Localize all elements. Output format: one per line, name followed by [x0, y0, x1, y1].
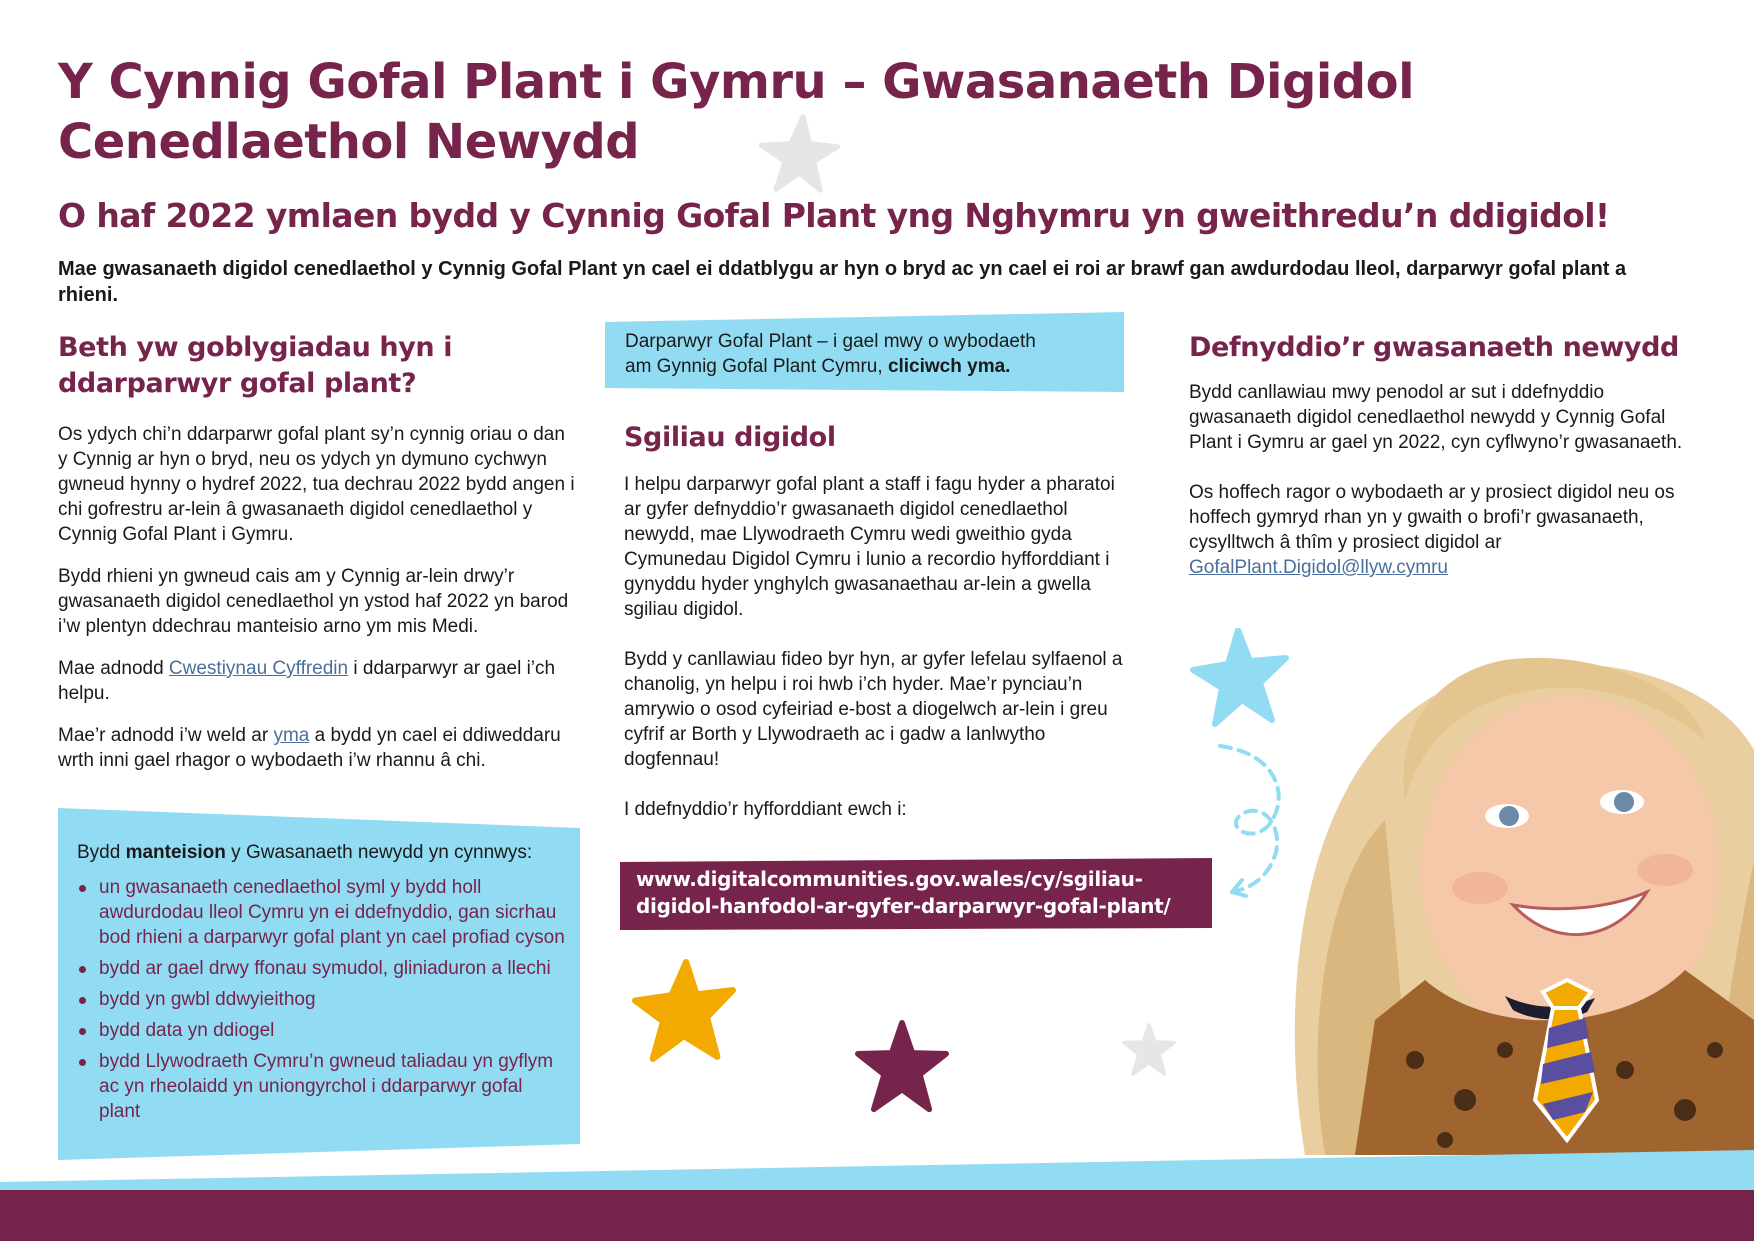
training-url-box [620, 858, 1211, 926]
middle-column [624, 420, 1134, 839]
benefits-box [58, 808, 580, 1156]
resource-link[interactable]: yma [273, 725, 310, 746]
middle-paragraph-2: Bydd y canllawiau fideo byr hyn, ar gyfer lefelau sylfaenol a chanolig, yn helpu i roi hwb i’ch hyder. Mae’r pynciau’n amrywio o osod cyfeiriad e-bost a diogelwch ar-lein i greu cyfrif ar Borth y Llywodraeth ac i gadw a lanlwytho dogfennau! [624, 649, 1123, 770]
callout-box [605, 318, 1124, 388]
right-heading: Defnyddio’r gwasanaeth newydd [1189, 332, 1679, 363]
middle-heading: Sgiliau digidol [624, 422, 836, 453]
left-paragraph-2: Bydd rhieni yn gwneud cais am y Cynnig ar-lein drwy’r gwasanaeth digidol cenedlaethol yn ystod haf 2022 yn barod i’w plentyn ddechrau manteisio arno ym mis Medi. [58, 566, 569, 637]
list-item: bydd yn gwbl ddwyieithog [77, 987, 567, 1012]
yellow-star-icon [632, 958, 736, 1064]
right-column [1189, 330, 1709, 580]
list-item: un gwasanaeth cenedlaethol syml y bydd holl awdurdodau lleol Cymru yn ei ddefnyddio, gan sicrhau bod rhieni a darparwyr gofal plant yn cael profiad cyson [77, 875, 567, 950]
middle-paragraph-3: I ddefnyddio’r hyfforddiant ewch i: [624, 799, 907, 820]
callout-line-1: Darparwyr Gofal Plant – i gael mwy o wybodaeth [625, 331, 1036, 352]
benefits-list [77, 875, 567, 1124]
right-paragraph-2: Os hoffech ragor o wybodaeth ar y prosiect digidol neu os hoffech gymryd rhan yn y gwaith o brofi’r gwasanaeth, cysylltwch â thîm y prosiect digidol ar [1189, 482, 1675, 553]
page-subtitle: O haf 2022 ymlaen bydd y Cynnig Gofal Plant yng Nghymru yn gweithredu’n ddigidol! [58, 196, 1610, 235]
left-paragraph-4: Mae’r adnodd i’w weld ar yma a bydd yn cael ei ddiweddaru wrth inni gael rhagor o wybodaeth i’w rhannu â chi. [58, 725, 561, 771]
training-url-link[interactable]: www.digitalcommunities.gov.wales/cy/sgiliau-digidol-hanfodol-ar-gyfer-darparwyr-gofal-plant/ [636, 867, 1171, 918]
right-paragraph-1: Bydd canllawiau mwy penodol ar sut i ddefnyddio gwasanaeth digidol cenedlaethol newydd y Cynnig Gofal Plant i Gymru ar gael yn 2022, cyn cyflwyno’r gwasanaeth. [1189, 382, 1683, 453]
list-item: bydd Llywodraeth Cymru’n gwneud taliadau yn gyflym ac yn rheolaidd yn uniongyrchol i ddarparwyr gofal plant [77, 1049, 567, 1124]
maroon-star-icon [850, 1020, 954, 1114]
grey-star-small-icon [1122, 1022, 1176, 1078]
click-here-link[interactable]: cliciwch yma. [887, 356, 1011, 377]
list-item: bydd ar gael drwy ffonau symudol, gliniaduron a llechi [77, 956, 567, 981]
footer-wave [0, 1150, 1754, 1241]
left-column [58, 330, 578, 790]
intro-text: Mae gwasanaeth digidol cenedlaethol y Cynnig Gofal Plant yn cael ei ddatblygu ar hyn o bryd ac yn cael ei roi ar brawf gan awdurdodau lleol, darparwyr gofal plant a rhieni. [58, 258, 1627, 306]
child-photo [1265, 620, 1754, 1155]
faq-link[interactable]: Cwestiynau Cyffredin [168, 658, 349, 679]
left-paragraph-3: Mae adnodd Cwestiynau Cyffredin i ddarparwyr ar gael i’ch helpu. [58, 658, 556, 704]
left-paragraph-1: Os ydych chi’n ddarparwr gofal plant sy’n cynnig oriau o dan y Cynnig ar hyn o bryd, neu os ydych yn dymuno cychwyn gwneud hynny o hydref 2022, tua dechrau 2022 bydd angen i chi gofrestru ar-lein â gwasanaeth digidol cenedlaethol y Cynnig Gofal Plant i Gymru. [58, 424, 575, 545]
page-title: Y Cynnig Gofal Plant i Gymru – Gwasanaeth Digidol Cenedlaethol Newydd [58, 54, 1415, 170]
callout-line-2: am Gynnig Gofal Plant Cymru, cliciwch yma. [625, 356, 1011, 377]
email-link[interactable]: GofalPlant.Digidol@llyw.cymru [1189, 557, 1448, 578]
benefits-lead: Bydd manteision y Gwasanaeth newydd yn cynnwys: [77, 842, 533, 863]
list-item: bydd data yn ddiogel [77, 1018, 567, 1043]
middle-paragraph-1: I helpu darparwyr gofal plant a staff i fagu hyder a pharatoi ar gyfer defnyddio’r gwasanaeth digidol cenedlaethol newydd, mae Llywodraeth Cymru wedi gweithio gyda Cymunedau Digidol Cymru i lunio a recordio hyfforddiant i gynyddu hyder ynghylch gwasanaethau ar-lein a gwella sgiliau digidol. [624, 474, 1115, 620]
left-heading: Beth yw goblygiadau hyn i ddarparwyr gofal plant? [58, 332, 453, 399]
